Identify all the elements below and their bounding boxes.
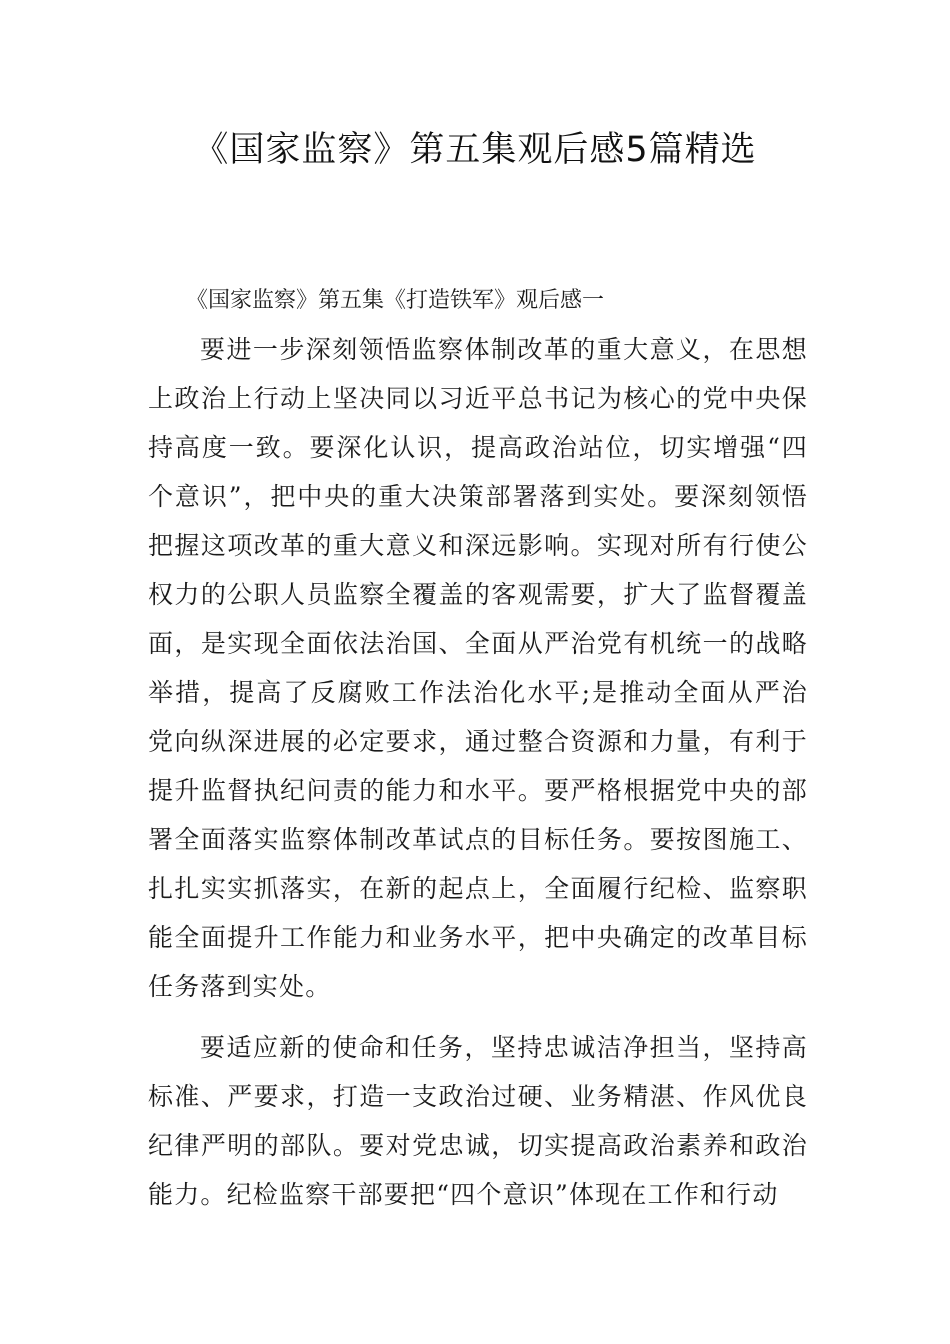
section-subtitle: 《国家监察》第五集《打造铁军》观后感一 — [186, 288, 605, 313]
document-body — [148, 276, 808, 1219]
document-title: 《国家监察》第五集观后感5篇精选 — [193, 130, 757, 170]
paragraph-2: 要适应新的使命和任务，坚持忠诚洁净担当，坚持高标准、严要求，打造一支政治过硬、业务精湛、作风优良纪律严明的部队。要对党忠诚，切实提高政治素养和政治能力。纪检监察干部要把“四个意识”体现在工作和行动 — [148, 1033, 808, 1209]
paragraph-1: 要进一步深刻领悟监察体制改革的重大意义，在思想上政治上行动上坚决同以习近平总书记为核心的党中央保持高度一致。要深化认识，提高政治站位，切实增强“四个意识”，把中央的重大决策部署落到实处。要深刻领悟把握这项改革的重大意义和深远影响。实现对所有行使公权力的公职人员监察全覆盖的客观需要，扩大了监督覆盖面，是实现全面依法治国、全面从严治党有机统一的战略举措，提高了反腐败工作法治化水平;是推动全面从严治党向纵深进展的必定要求，通过整合资源和力量，有利于提升监督执纪问责的能力和水平。要严格根据党中央的部署全面落实监察体制改革试点的目标任务。要按图施工、扎扎实实抓落实，在新的起点上，全面履行纪检、监察职能全面提升工作能力和业务水平，把中央确定的改革目标任务落到实处。 — [148, 335, 808, 1001]
